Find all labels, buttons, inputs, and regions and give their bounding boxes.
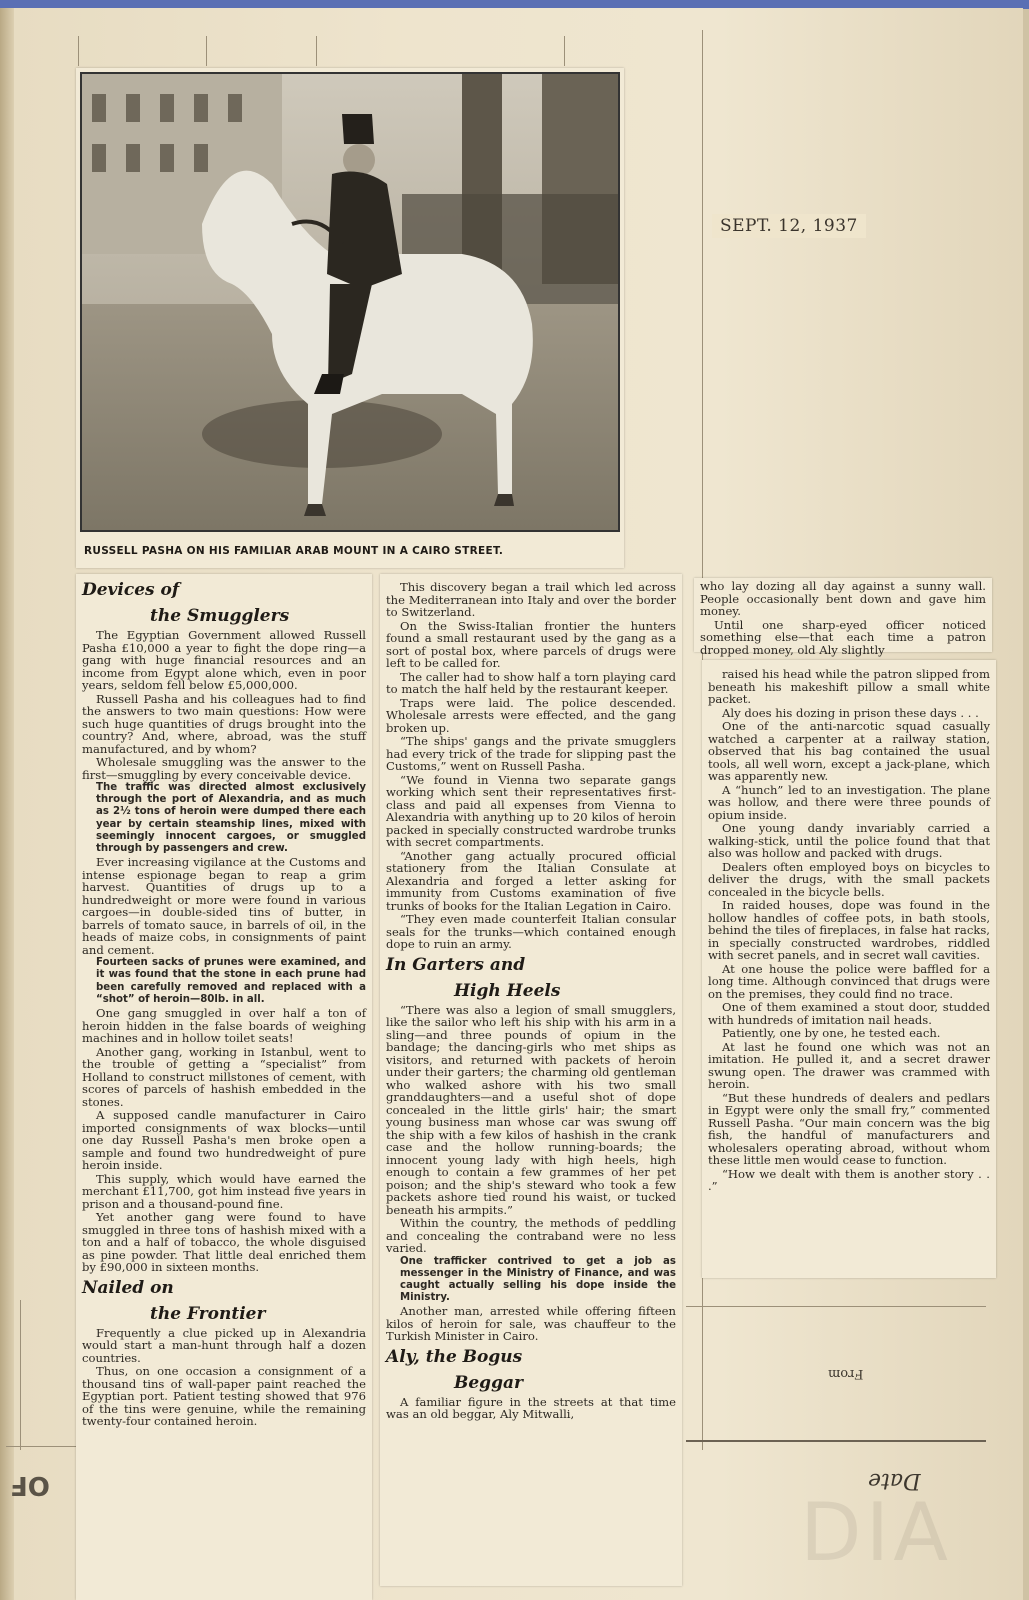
paragraph: Wholesale smuggling was the answer to the first—smuggling by every conceivable device. <box>82 755 366 782</box>
paragraph: Thus, on one occasion a consignment of a thousand tins of wall-paper paint reached the Egyptian port. Patient testing showed that 976 of the tins were genuine, while the remaining twenty-four contained heroin. <box>82 1364 366 1429</box>
paragraph: One gang smuggled in over half a ton of heroin hidden in the false boards of weighing machines and in hollow toilet seats! <box>82 1006 366 1046</box>
photo-illustration <box>82 74 618 530</box>
section-heading-nailed <box>82 1275 366 1327</box>
paragraph: On the Swiss-Italian frontier the hunters found a small restaurant used by the gang as a sort of postal box, where parcels of drugs were left to be called for. <box>386 618 676 670</box>
paragraph: “There was also a legion of small smugglers, like the sailor who left his ship with his arm in a sling—and three pounds of opium in the bandage; the dancing-girls who met ships as visitors, and returned with packets of heroin under their garters; the charming old gentleman who walked ashore with his two small granddaughters—and a useful shot of dope concealed in the little girls' hair; the smart young business man whose car was swung off the ship with a few kilos of hashish in the crank case and the hollow running-boards; the innocent young lady with high heels, high enough to contain a few grammes of her pet poison; and the ship's steward who took a few packets ashore tied round his waist, or tucked beneath his armpits.” <box>386 1002 676 1217</box>
paragraph: “How we dealt with them is another story . . .” <box>708 1166 990 1193</box>
paragraph: Within the country, the methods of peddling and concealing the contraband were no less varied. <box>386 1216 676 1255</box>
article-column-1 <box>82 577 366 1429</box>
article-column-3 <box>708 668 990 1194</box>
paragraph: “We found in Vienna two separate gangs working which sent their representatives first-class and paid all expenses from Vienna to Alexandria with anything up to 20 kilos of heroin packed in specially constructed wardrobe trunks with secret compartments. <box>386 772 676 849</box>
paragraph: Frequently a clue picked up in Alexandria would start a man-hunt through half a dozen countries. <box>82 1325 366 1365</box>
paragraph: Yet another gang were found to have smuggled in three tons of hashish mixed with a ton and a half of tobacco, the whole disguised as pine powder. That little deal enriched them by £90,000 in sixteen months. <box>82 1210 366 1275</box>
paragraph: Patiently, one by one, he tested each. <box>722 1026 941 1040</box>
form-tick <box>206 36 207 66</box>
clipping-date-stamp: SEPT. 12, 1937 <box>712 214 866 238</box>
bold-paragraph: One trafficker contrived to get a job as messenger in the Ministry of Finance, and was caught actually selling his dope inside the Ministry. <box>400 1255 676 1304</box>
paragraph: One young dandy invariably carried a walking-stick, until the police found that that also was hollow and packed with drugs. <box>708 821 990 860</box>
paragraph: Another man, arrested while offering fifteen kilos of heroin for sale, was chauffeur to the Turkish Minister in Cairo. <box>386 1304 676 1344</box>
paragraph: One of them examined a stout door, studded with hundreds of imitation nail heads. <box>708 1000 990 1027</box>
paragraph: At one house the police were baffled for a long time. Although convinced that drugs were on the premises, they could find no trace. <box>708 961 990 1001</box>
paragraph: Aly does his dozing in prison these days . . . <box>722 705 979 720</box>
form-tick <box>564 36 565 66</box>
photograph-russell-pasha <box>80 72 620 532</box>
section-heading-aly <box>386 1344 676 1396</box>
heading-line: High Heels <box>454 980 561 1001</box>
paragraph: Another gang, working in Istanbul, went to the trouble of getting a “specialist” from Holland to construct millstones of cement, with scores of parcels of hashish embedded in the stones. <box>82 1044 366 1109</box>
photo-caption: RUSSELL PASHA ON HIS FAMILIAR ARAB MOUNT IN A CAIRO STREET. <box>84 545 504 557</box>
section-heading-garters <box>386 952 676 1004</box>
paragraph: One of the anti-narcotic squad casually watched a carpenter at a railway station, observed that his bag contained the usual tools, all well worn, except a jack-plane, which was apparently new. <box>708 719 990 783</box>
heading-line: the Frontier <box>150 1303 266 1324</box>
paragraph: A “hunch” led to an investigation. The plane was hollow, and there were three pounds of opium inside. <box>708 782 990 822</box>
paragraph: In raided houses, dope was found in the hollow handles of coffee pots, in bath stools, behind the tiles of fireplaces, in false hat racks, in specially constructed wardrobes, riddled with secret panels, and in secret wall cavities. <box>708 898 990 962</box>
paragraph: Dealers often employed boys on bicycles to deliver the drugs, with the small packets concealed in the bicycle bells. <box>708 859 990 899</box>
form-label-date: Date <box>868 1468 921 1493</box>
paragraph: Until one sharp-eyed officer noticed something else—that each time a patron dropped money, old Aly slightly <box>700 617 986 657</box>
form-label-of: OF <box>10 1470 50 1500</box>
paragraph: who lay dozing all day against a sunny wall. People occasionally bent down and gave him money. <box>700 579 986 618</box>
form-vertical-rule <box>20 1300 21 1450</box>
paragraph: A supposed candle manufacturer in Cairo imported consignments of wax blocks—until one day Russell Pasha's men broke open a sample and found two hundredweight of pure heroin inside. <box>82 1108 366 1173</box>
paragraph: raised his head while the patron slipped from beneath his makeshift pillow a small white packet. <box>708 667 990 706</box>
paragraph: The Egyptian Government allowed Russell Pasha £10,000 a year to fight the dope ring—a gang with huge financial resources and an income from Egypt alone which, even in poor years, seldom fell below £5,000,000. <box>82 628 366 692</box>
paragraph: Russell Pasha and his colleagues had to find the answers to two main questions: How were such huge quantities of drugs brought into the country? And, where, abroad, was the stuff manufactured, and by whom? <box>82 691 366 756</box>
form-horizontal-rule <box>686 1440 986 1442</box>
bold-paragraph: The traffic was directed almost exclusively through the port of Alexandria, and as much as 2½ tons of heroin were dumped there each year by certain steamship lines, mixed with seemingly innocent cargoes, or smuggled through by passengers and crew. <box>96 782 366 855</box>
form-horizontal-rule <box>686 1306 986 1307</box>
form-label-from: From <box>828 1366 864 1381</box>
heading-line: Beggar <box>454 1372 523 1393</box>
form-tick <box>78 36 79 66</box>
section-heading-devices <box>82 577 366 629</box>
paragraph: At last he found one which was not an imitation. He pulled it, and a secret drawer swung open. The drawer was crammed with heroin. <box>708 1039 990 1091</box>
paragraph: “The ships' gangs and the private smugglers had every trick of the trade for slipping past the Customs,” went on Russell Pasha. <box>386 734 676 773</box>
article-column-3-top <box>700 580 986 657</box>
paragraph: “They even made counterfeit Italian consular seals for the trunks—which contained enough dope to ruin an army. <box>386 912 676 951</box>
heading-line: In Garters and <box>386 954 526 975</box>
paragraph: This supply, which would have earned the merchant £11,700, got him instead five years in prison and a thousand-pound fine. <box>82 1171 366 1211</box>
page-edge-shadow <box>0 8 14 1600</box>
heading-line: Devices of <box>82 580 180 600</box>
article-column-2 <box>386 581 676 1422</box>
form-tick <box>316 36 317 66</box>
heading-line: the Smugglers <box>150 606 290 626</box>
form-horizontal-rule <box>6 1446 84 1447</box>
heading-line: Aly, the Bogus <box>386 1346 523 1367</box>
bold-paragraph: Fourteen sacks of prunes were examined, and it was found that the stone in each prune had been carefully removed and replaced with a “shot” of heroin—80lb. in all. <box>96 957 366 1005</box>
heading-line: Nailed on <box>82 1277 174 1298</box>
paragraph: Traps were laid. The police descended. Wholesale arrests were effected, and the gang broken up. <box>386 695 676 735</box>
paragraph: This discovery began a trail which led across the Mediterranean into Italy and over the border to Switzerland. <box>386 580 676 619</box>
paragraph: Ever increasing vigilance at the Customs and intense espionage began to reap a grim harvest. Quantities of drugs up to a hundredweight or more were found in various cargoes—in double-sided tins of butter, in barrels of tomato sauce, in barrels of oil, in the heads of maize cobs, in consignments of paint and cement. <box>82 855 366 957</box>
paragraph: The caller had to show half a torn playing card to match the half held by the restaurant keeper. <box>386 669 676 696</box>
faint-watermark-letters: DIA <box>800 1486 952 1579</box>
paragraph: A familiar figure in the streets at that time was an old beggar, Aly Mitwalli, <box>386 1394 676 1422</box>
paragraph: “But these hundreds of dealers and pedlars in Egypt were only the small fry,” commented Russell Pasha. “Our main concern was the big fish, the handful of manufacturers and wholesalers operating abroad, without whom these little men would cease to function. <box>708 1090 990 1167</box>
paragraph: “Another gang actually procured official stationery from the Italian Consulate at Alexandria and forged a letter asking for immunity from Customs examination of five trunks of books for the Italian Legation in Cairo. <box>386 848 676 913</box>
